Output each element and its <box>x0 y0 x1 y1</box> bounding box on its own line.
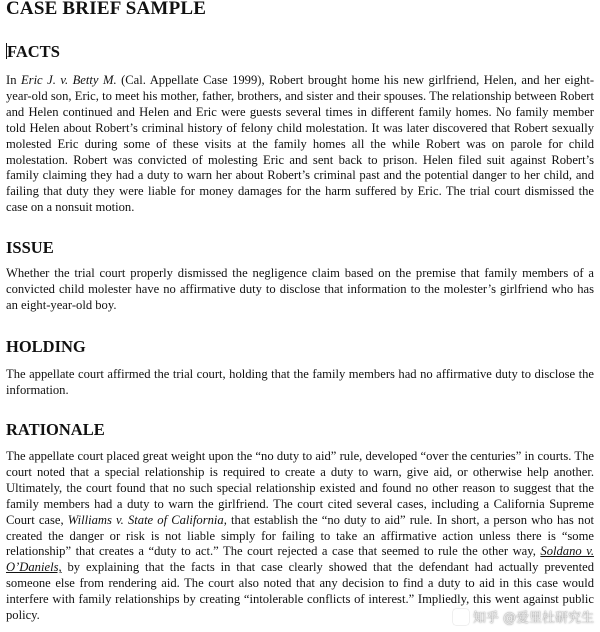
zhihu-logo-icon <box>453 609 469 625</box>
issue-heading-row <box>6 238 594 258</box>
holding-paragraph: The appellate court affirmed the trial court, holding that the family members had no affirmative duty to disclose the information. <box>6 367 594 397</box>
issue-paragraph: Whether the trial court properly dismissed the negligence claim based on the premise that family members of a convicted child molester have no affirmative duty to disclose that information to the molester’s girlfriend who has an eight-year-old boy. <box>6 266 594 312</box>
facts-case-name: Eric J. v. Betty M. <box>20 73 117 87</box>
facts-prefix: In <box>6 73 21 87</box>
rationale-case-soldano: Soldano v. O’Daniels, <box>6 544 595 575</box>
rationale-heading: RATIONALE <box>6 420 105 439</box>
facts-paragraph <box>6 73 594 216</box>
holding-heading-row <box>6 337 594 357</box>
facts-heading-row <box>6 42 594 62</box>
rationale-text-3: by explaining that the facts in that case clearly showed that the defendant had actually prevented someone else from rendering aid. The court also noted that any decision to find a duty to aid in this case would interfere with family relationships by creating “intolerable conflicts of interest.” Impliedly, this went against public policy. <box>6 560 594 623</box>
facts-text: (Cal. Appellate Case 1999), Robert brought home his new girlfriend, Helen, and her eight-year-old son, Eric, to meet his mother, father, brothers, and sister and their spouses. The relationship between Robert and Helen continued and Helen and Eric were guests several times in different family homes. No family member told Helen about Robert’s criminal history of felony child molestation. It was later discovered that Robert sexually molested Eric during some of these visits at the family homes all the while Robert was on parole for child molestation. Robert was convicted of molesting Eric and sent back to prison. Helen filed suit against Robert’s family claiming they had a duty to warn her about Robert’s criminal past and the potential danger to her child, and failing that duty they were liable for money damages for the harm suffered by Eric. The trial court dismissed the case on a nonsuit motion. <box>6 73 595 215</box>
rationale-text-2: that establish the “no duty to aid” rule. In short, a person who has not created the danger or risk is not liable simply for failing to take an affirmative action unless there is “some relationship” that creates a “duty to act.” The court rejected a case that seemed to rule the other way, <box>6 512 594 559</box>
issue-heading: ISSUE <box>6 238 54 257</box>
facts-heading-text: FACTS <box>7 42 60 61</box>
rationale-paragraph <box>6 449 594 624</box>
facts-heading <box>6 42 594 62</box>
rationale-case-williams: Williams v. State of California, <box>67 512 227 527</box>
rationale-heading-row <box>6 420 594 440</box>
watermark <box>453 607 594 626</box>
watermark-text: 知乎 @爱里杜研究生 <box>472 611 594 626</box>
holding-heading: HOLDING <box>6 337 86 356</box>
rationale-text-1: The appellate court placed great weight upon the “no duty to aid” rule, developed “over the centuries” in courts. The court noted that a special relationship is required to create a duty to warn, give aid, or otherwise help another. Ultimately, the court found that no such special relationship existed and found no other reason to suggest that the family members had a duty to warn the girlfriend. The court cited several cases, including a California Supreme Court case, <box>6 449 594 527</box>
page-title: CASE BRIEF SAMPLE <box>6 0 207 19</box>
